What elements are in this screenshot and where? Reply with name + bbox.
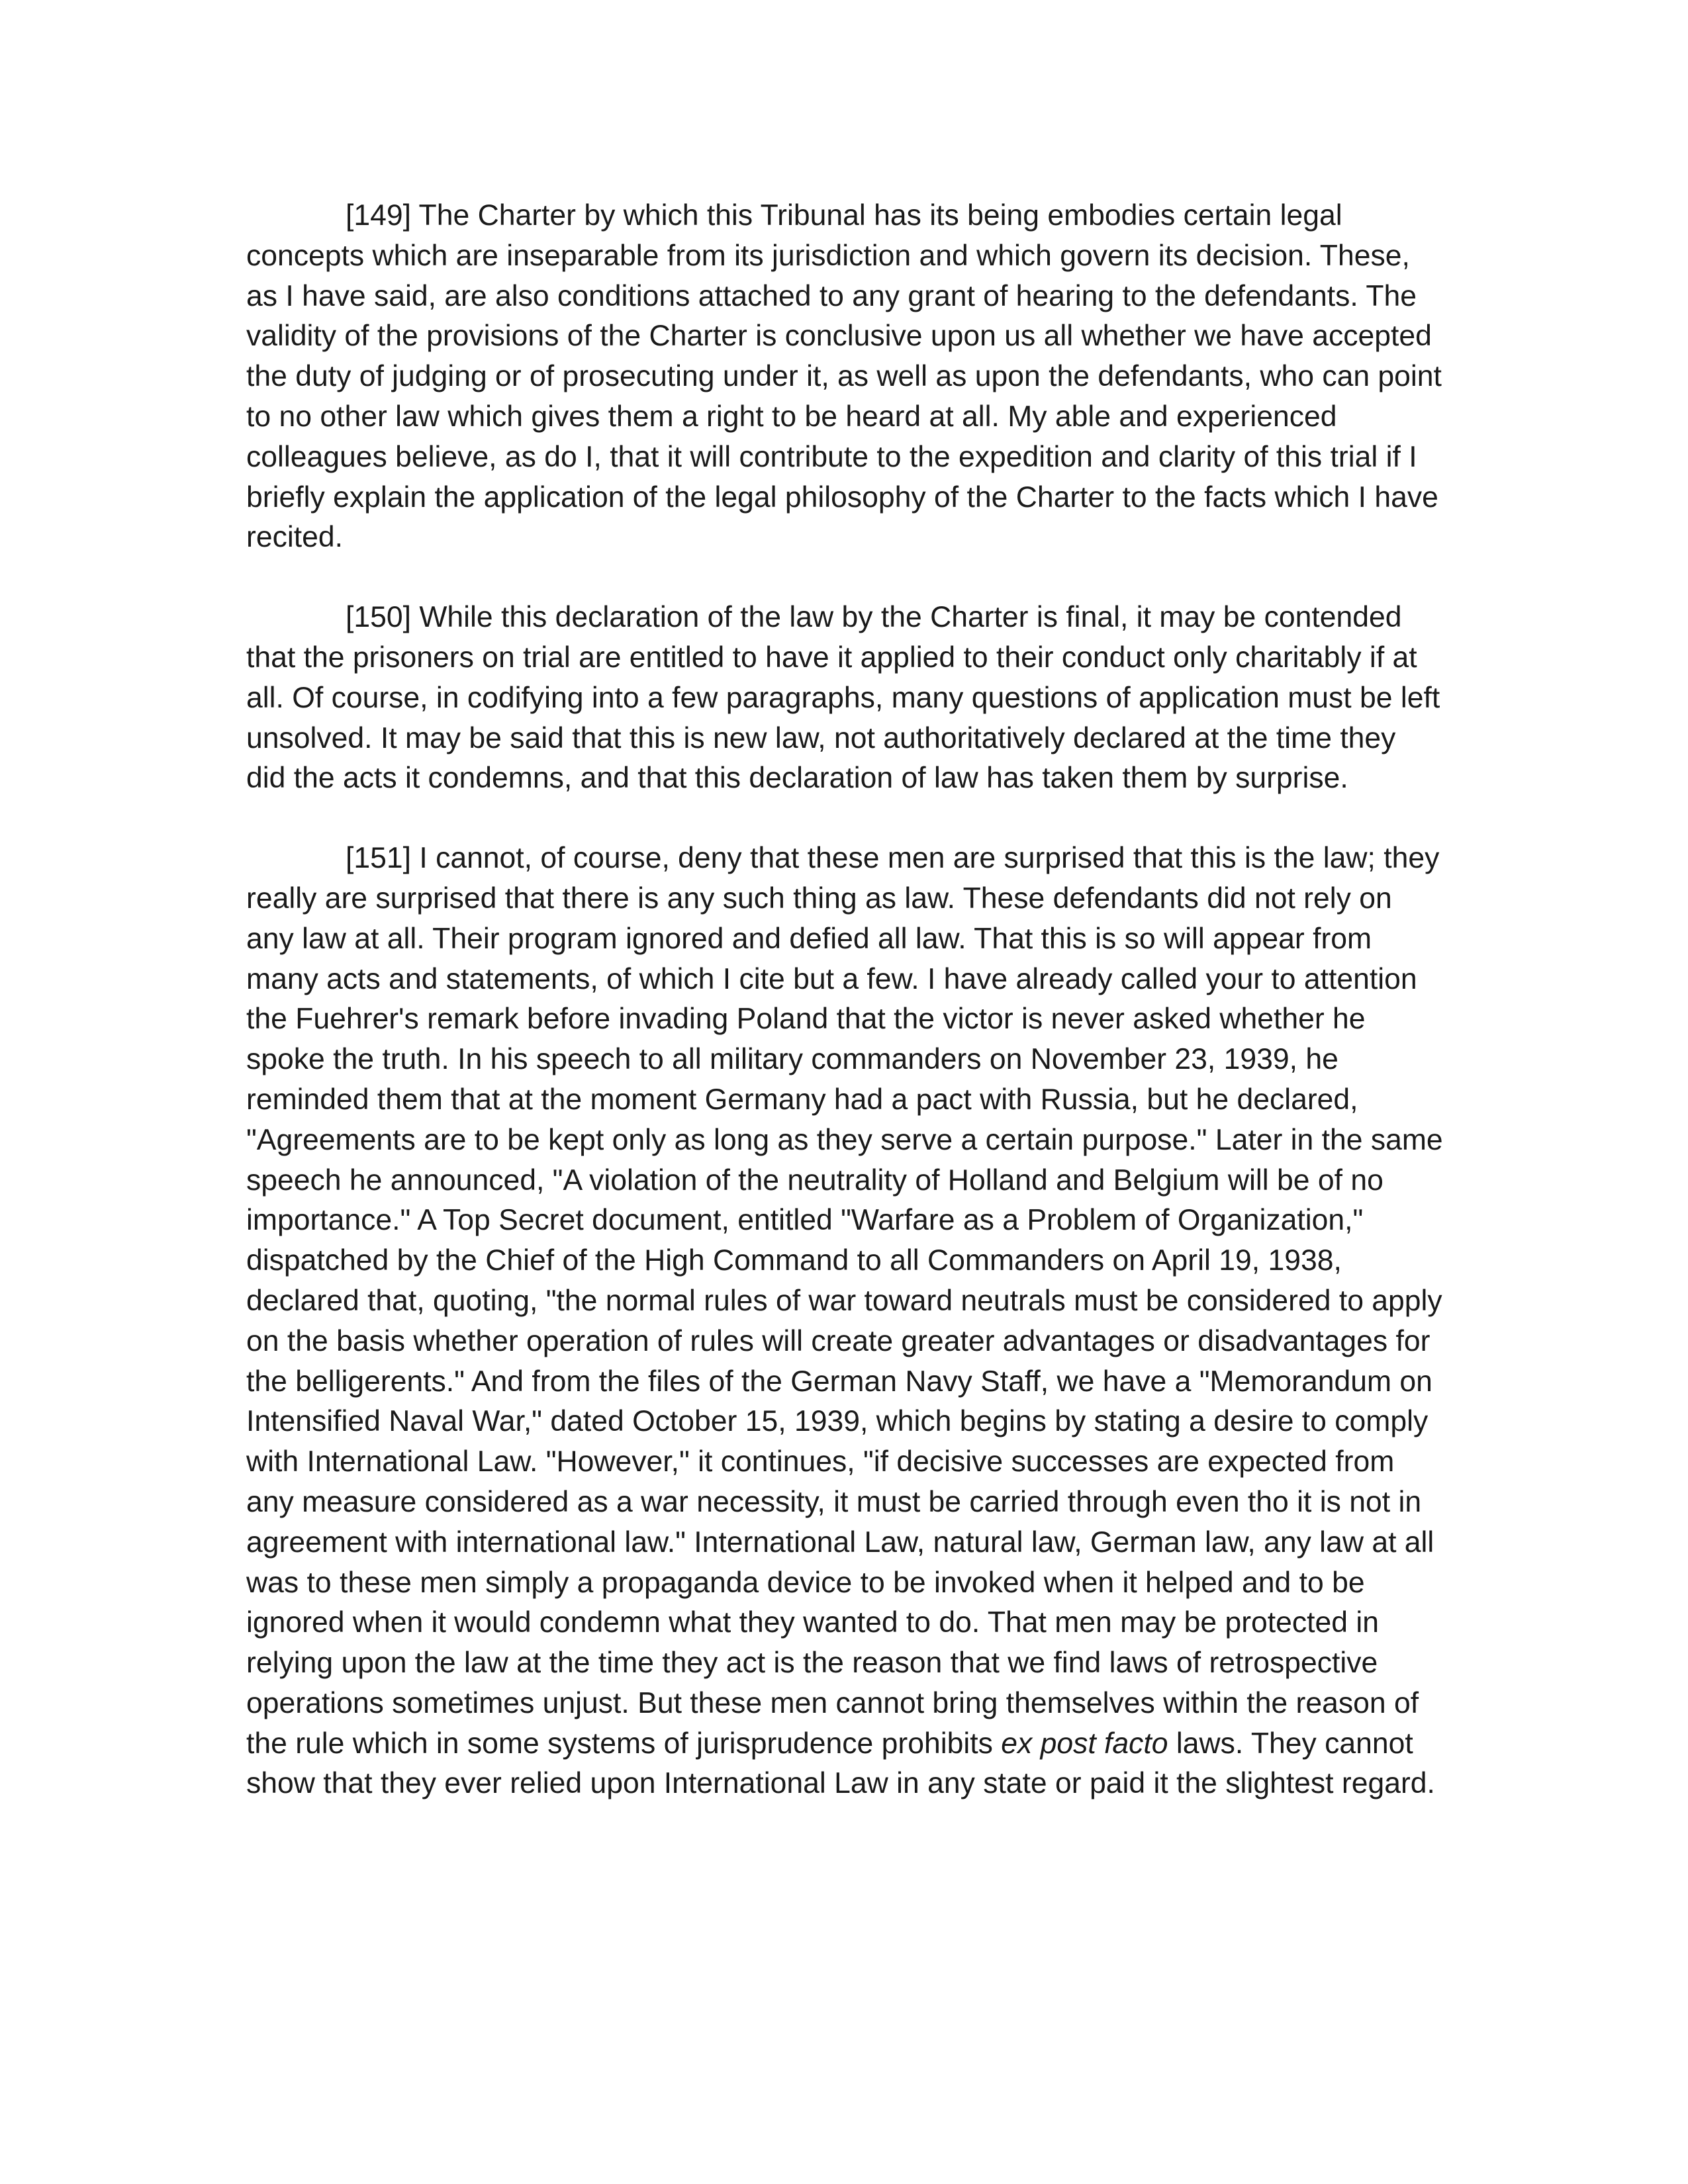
document-page [246,196,1443,1804]
paragraph-151-text-start: [151] I cannot, of course, deny that these men are surprised that this is the law; they really are surprised that there is any such thing as law. These defendants did not rely on any law at all. Their program ignored and defied all law. That this is so will appear from many acts and statements, of which I cite but a few. I have already called your to attention the Fuehrer's remark before invading Poland that the victor is never asked whether he spoke the truth. In his speech to all military commanders on November 23, 1939, he reminded them that at the moment Germany had a pact with Russia, but he declared, "Agreements are to be kept only as long as they serve a certain purpose." Later in the same speech he announced, "A violation of the neutrality of Holland and Belgium will be of no importance." A Top Secret document, entitled "Warfare as a Problem of Organization," dispatched by the Chief of the High Command to all Commanders on April 19, 1938, declared that, quoting, "the normal rules of war toward neutrals must be considered to apply on the basis whether operation of rules will create greater advantages or disadvantages for the belligerents." And from the files of the German Navy Staff, we have a "Memorandum on Intensified Naval War," dated October 15, 1939, which begins by stating a desire to comply with International Law. "However," it continues, "if decisive successes are expected from any measure considered as a war necessity, it must be carried through even tho it is not in agreement with international law." International Law, natural law, German law, any law at all was to these men simply a propaganda device to be invoked when it helped and to be ignored when it would condemn what they wanted to do. That men may be protected in relying upon the law at the time they act is the reason that we find laws of retrospective operations sometimes unjust. But these men cannot bring themselves within the reason of the rule which in some systems of jurisprudence prohibits [246,842,1443,1760]
paragraph-151-text-end: laws. They cannot show that they ever relied upon International Law in any state or paid it the slightest regard. [246,1727,1435,1800]
paragraph-151 [246,839,1443,1804]
paragraph-151-italic-phrase: ex post facto [1001,1727,1168,1760]
paragraph-149: [149] The Charter by which this Tribunal has its being embodies certain legal concepts which are inseparable from its jurisdiction and which govern its decision. These, as I have said, are also conditions attached to any grant of hearing to the defendants. The validity of the provisions of the Charter is conclusive upon us all whether we have accepted the duty of judging or of prosecuting under it, as well as upon the defendants, who can point to no other law which gives them a right to be heard at all. My able and experienced colleagues believe, as do I, that it will contribute to the expedition and clarity of this trial if I briefly explain the application of the legal philosophy of the Charter to the facts which I have recited. [246,199,1442,554]
paragraph-150: [150] While this declaration of the law by the Charter is final, it may be contended that the prisoners on trial are entitled to have it applied to their conduct only charitably if at all. Of course, in codifying into a few paragraphs, many questions of application must be left unsolved. It may be said that this is new law, not authoritatively declared at the time they did the acts it condemns, and that this declaration of law has taken them by surprise. [246,601,1440,795]
